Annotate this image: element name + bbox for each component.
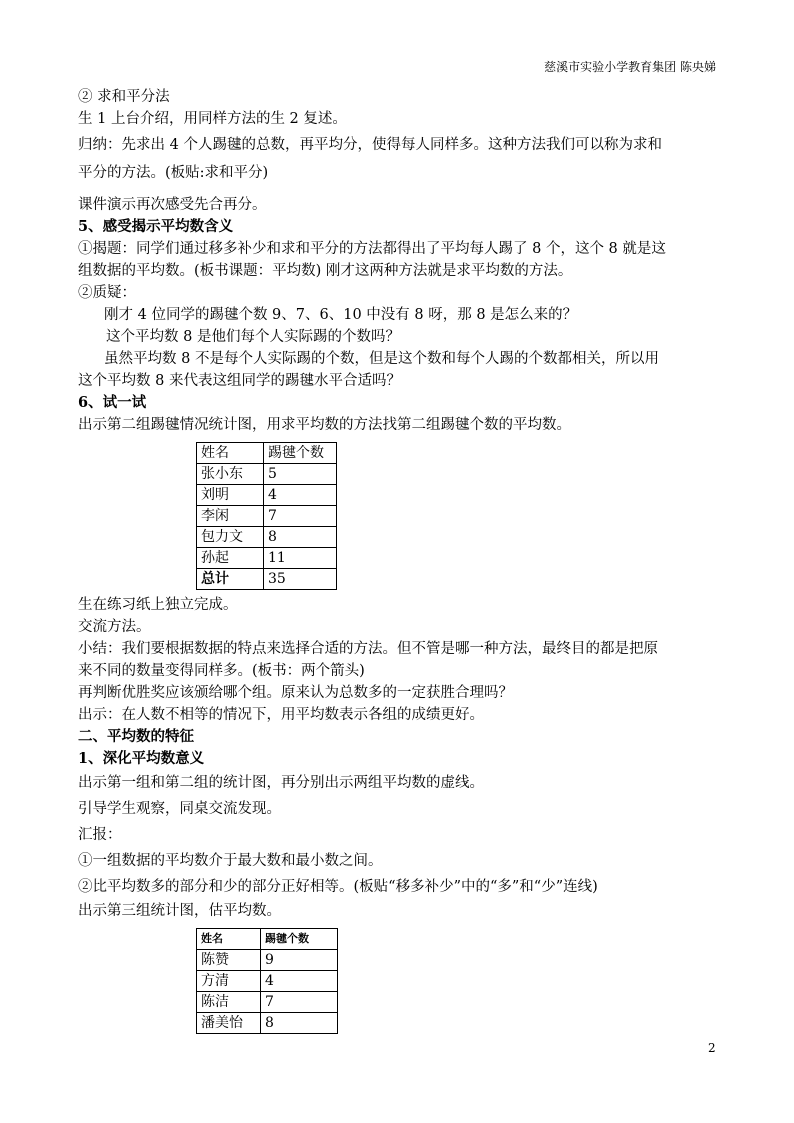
question-3-cont: 这个平均数 8 来代表这组同学的踢毽水平合适吗？: [78, 373, 401, 389]
question-2: 这个平均数 8 是他们每个人实际踢的个数吗？: [106, 329, 400, 345]
question-1: 刚才 4 位同学的踢毽个数 9、7、6、10 中没有 8 呀，那 8 是怎么来的？: [104, 307, 578, 323]
cell-count: 4: [261, 971, 338, 992]
header-cell: 踢毽个数: [261, 929, 338, 950]
line: 小结：我们要根据数据的特点来选择合适的方法。但不管是哪一种方法，最终目的都是把原: [78, 641, 658, 657]
header-cell: 踢毽个数: [264, 443, 337, 464]
subsection-heading-1: 1、深化平均数意义: [78, 750, 205, 767]
line: 平分的方法。(板贴:求和平分): [78, 165, 269, 181]
question-3: 虽然平均数 8 不是每个人实际踢的个数，但是这个数和每个人踢的个数都相关，所以用: [104, 351, 659, 367]
total-value: 35: [264, 569, 337, 590]
cell-count: 7: [261, 992, 338, 1013]
table-header-row: [197, 443, 337, 464]
cell-name: 包力文: [197, 527, 264, 548]
line: ①揭题：同学们通过移多补少和求和平分的方法都得出了平均每人踢了 8 个，这个 8 就是这: [78, 241, 666, 257]
page-number: 2: [708, 1041, 716, 1055]
line: 出示第一组和第二组的统计图，再分别出示两组平均数的虚线。: [78, 775, 484, 791]
line: 交流方法。: [78, 619, 151, 635]
line: ②比平均数多的部分和少的部分正好相等。(板贴“移多补少”中的“多”和“少”连线): [78, 879, 598, 895]
line: ②质疑：: [78, 285, 136, 301]
table-row: [197, 950, 338, 971]
table-row: [197, 506, 337, 527]
table-row: [197, 1013, 338, 1034]
line: 归纳：先求出 4 个人踢毽的总数，再平均分，使得每人同样多。这种方法我们可以称为求和: [78, 137, 662, 153]
page-header: 慈溪市实验小学教育集团 陈央娣: [544, 60, 716, 74]
cell-count: 8: [264, 527, 337, 548]
line: 引导学生观察，同桌交流发现。: [78, 801, 281, 817]
table-total-row: [197, 569, 337, 590]
table-header-row: [197, 929, 338, 950]
cell-name: 孙起: [197, 548, 264, 569]
section-heading-6: 6、试一试: [78, 394, 147, 411]
table-row: [197, 992, 338, 1013]
cell-name: 张小东: [197, 464, 264, 485]
line: 出示：在人数不相等的情况下，用平均数表示各组的成绩更好。: [78, 707, 484, 723]
cell-count: 5: [264, 464, 337, 485]
cell-count: 8: [261, 1013, 338, 1034]
cell-count: 4: [264, 485, 337, 506]
line: ② 求和平分法: [78, 89, 170, 105]
cell-count: 7: [264, 506, 337, 527]
cell-count: 9: [261, 950, 338, 971]
line: 出示第三组统计图，估平均数。: [78, 903, 281, 919]
line: 组数据的平均数。(板书课题：平均数) 刚才这两种方法就是求平均数的方法。: [78, 263, 573, 279]
cell-name: 刘明: [197, 485, 264, 506]
header-cell: 姓名: [197, 929, 261, 950]
line: 汇报：: [78, 827, 122, 843]
section-heading-two: 二、平均数的特征: [78, 728, 194, 745]
line: 再判断优胜奖应该颁给哪个组。原来认为总数多的一定获胜合理吗？: [78, 685, 513, 701]
document-body: [78, 86, 718, 1038]
line: 课件演示再次感受先合再分。: [78, 197, 267, 213]
line: 生 1 上台介绍，用同样方法的生 2 复述。: [78, 111, 347, 127]
cell-name: 方清: [197, 971, 261, 992]
line: 生在练习纸上独立完成。: [78, 597, 238, 613]
cell-count: 11: [264, 548, 337, 569]
total-label: 总计: [197, 569, 264, 590]
table-row: [197, 485, 337, 506]
line: ①一组数据的平均数介于最大数和最小数之间。: [78, 853, 383, 869]
group2-table: [196, 442, 337, 590]
cell-name: 陈赞: [197, 950, 261, 971]
table-row: [197, 464, 337, 485]
table-row: [197, 971, 338, 992]
section-heading-5: 5、感受揭示平均数含义: [78, 218, 234, 235]
cell-name: 李闲: [197, 506, 264, 527]
line: 出示第二组踢毽情况统计图，用求平均数的方法找第二组踢毽个数的平均数。: [78, 417, 571, 433]
header-cell: 姓名: [197, 443, 264, 464]
table-row: [197, 527, 337, 548]
group3-table: [196, 928, 338, 1034]
cell-name: 潘美怡: [197, 1013, 261, 1034]
table-row: [197, 548, 337, 569]
cell-name: 陈洁: [197, 992, 261, 1013]
line: 来不同的数量变得同样多。(板书：两个箭头): [78, 663, 365, 679]
